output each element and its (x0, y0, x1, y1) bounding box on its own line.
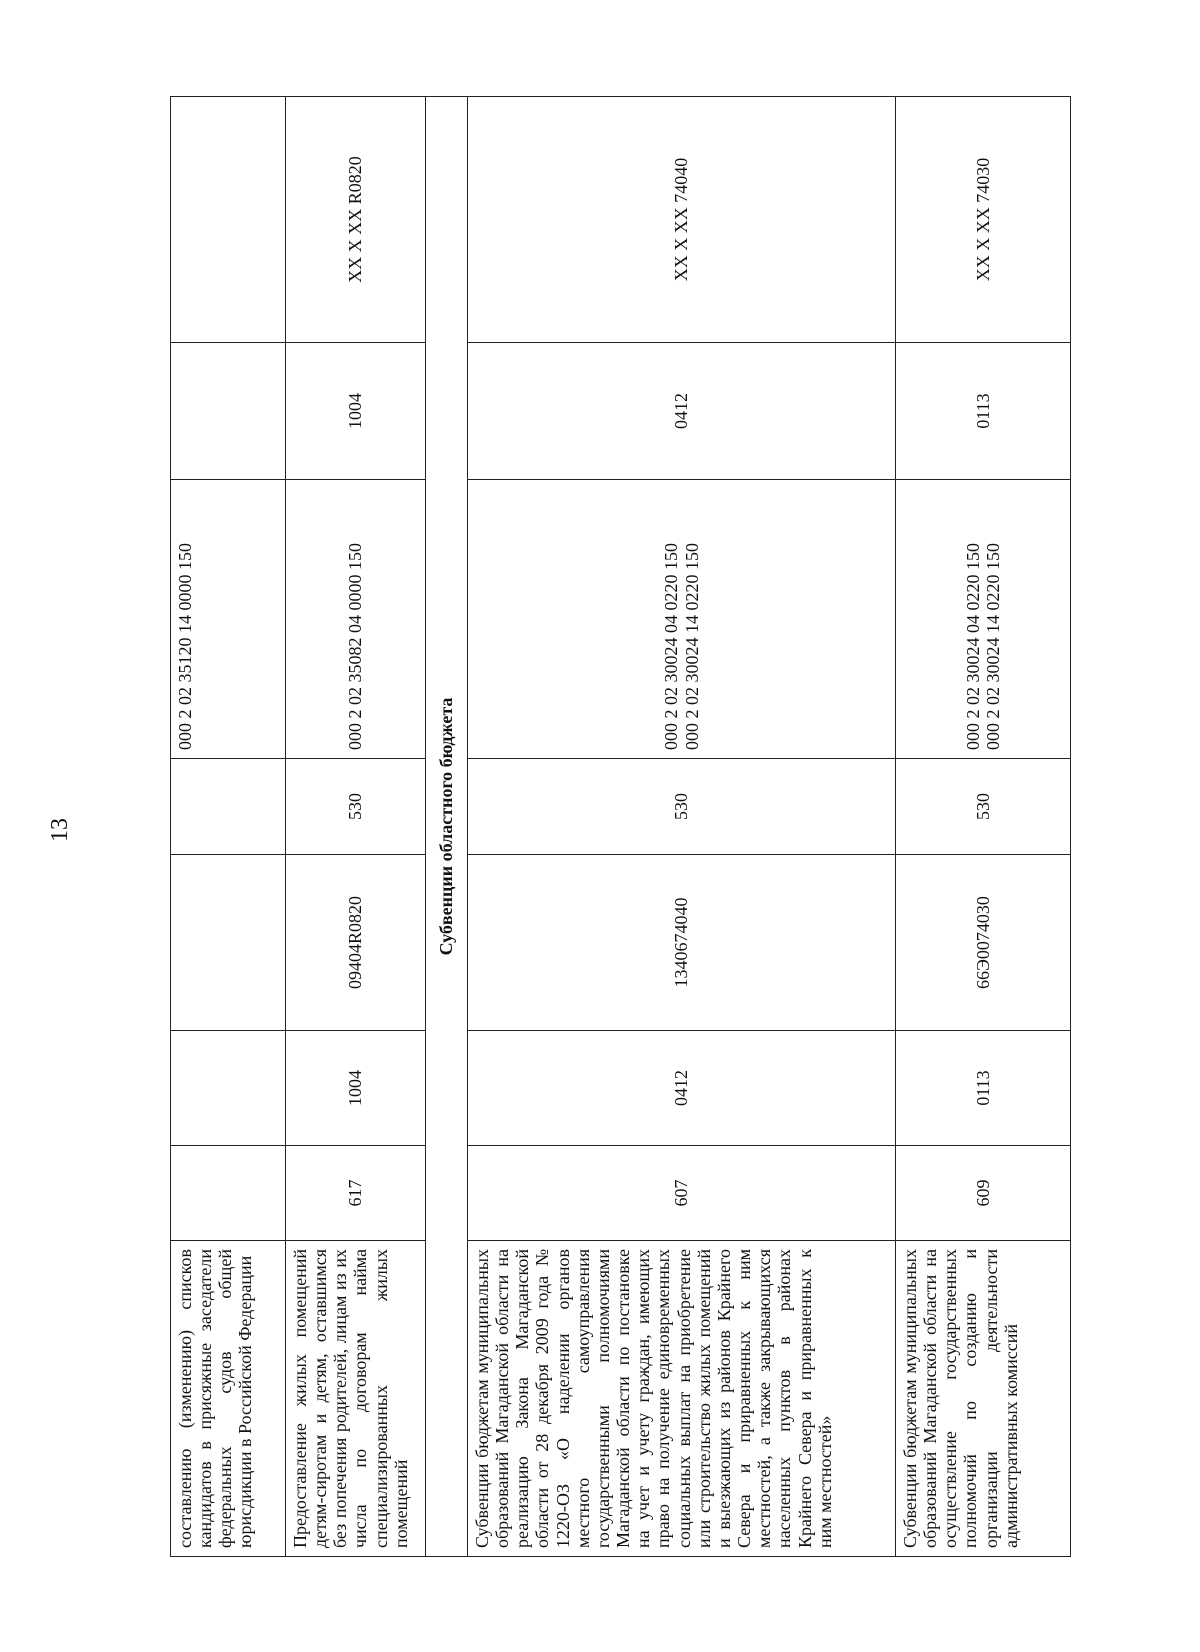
section-code-cell (171, 1031, 286, 1146)
admin-code-cell: 609 (896, 1146, 1071, 1241)
table-row (896, 97, 1071, 1557)
section-code-cell: 0412 (468, 1031, 896, 1146)
expense-type-cell: 530 (896, 759, 1071, 855)
section-code-2-cell: 0412 (468, 343, 896, 480)
target-article-cell: 66Э0074030 (896, 855, 1071, 1031)
section-code-cell: 1004 (286, 1031, 426, 1146)
target-code-cell: XX X XX 74030 (896, 97, 1071, 343)
expense-type-cell: 530 (468, 759, 896, 855)
table-row (171, 97, 286, 1557)
section-code-2-cell: 1004 (286, 343, 426, 480)
section-code-cell: 0113 (896, 1031, 1071, 1146)
target-article-cell: 09404R0820 (286, 855, 426, 1031)
section-code-2-cell: 0113 (896, 343, 1071, 480)
section-title: Субвенции областного бюджета (426, 97, 468, 1557)
target-code-cell: XX X XX 74040 (468, 97, 896, 343)
section-code-2-cell (171, 343, 286, 480)
target-code-cell (171, 97, 286, 343)
target-article-cell: 1340674040 (468, 855, 896, 1031)
income-code-cell: 000 2 02 30024 04 0220 150 000 2 02 30024 14 0220 150 (896, 480, 1071, 759)
income-code-cell: 000 2 02 35120 14 0000 150 (171, 480, 286, 759)
expense-type-cell (171, 759, 286, 855)
income-code-cell: 000 2 02 35082 04 0000 150 (286, 480, 426, 759)
page-number: 13 (46, 818, 73, 842)
table-row (286, 97, 426, 1557)
description-cell: Субвенции бюджетам муниципальных образований Магаданской области на реализацию Закона Магаданской области от 28 декабря 2009 года № 1220-ОЗ «О наделении органов местного самоуправления государственными полномочиями Магаданской области по постановке на учет и учету граждан, имеющих право на получение единовременных социальных выплат на приобретение или строительство жилых помещений и выезжающих из районов Крайнего Севера и приравненных к ним местностей, а также закрывающихся населенных пунктов в районах Крайнего Севера и приравненных к ним местностей» (468, 1241, 896, 1557)
target-article-cell (171, 855, 286, 1031)
expense-type-cell: 530 (286, 759, 426, 855)
description-cell: составлению (изменению) списков кандидатов в присяжные заседатели федеральных судов общей юрисдикции в Российской Федерации (171, 1241, 286, 1557)
table-row (468, 97, 896, 1557)
description-cell: Субвенции бюджетам муниципальных образований Магаданской области на осуществление государственных полномочий по созданию и организации деятельности административных комиссий (896, 1241, 1071, 1557)
admin-code-cell: 607 (468, 1146, 896, 1241)
target-code-cell: XX X XX R0820 (286, 97, 426, 343)
section-header-row (426, 97, 468, 1557)
admin-code-cell: 617 (286, 1146, 426, 1241)
admin-code-cell (171, 1146, 286, 1241)
budget-codes-table (170, 96, 1071, 1557)
income-code-cell: 000 2 02 30024 04 0220 150 000 2 02 30024 14 0220 150 (468, 480, 896, 759)
description-cell: Предоставление жилых помещений детям-сиротам и детям, оставшимся без попечения родителей, лицам из их числа по договорам найма специализированных жилых помещений (286, 1241, 426, 1557)
rotated-table-container (170, 97, 1070, 1557)
